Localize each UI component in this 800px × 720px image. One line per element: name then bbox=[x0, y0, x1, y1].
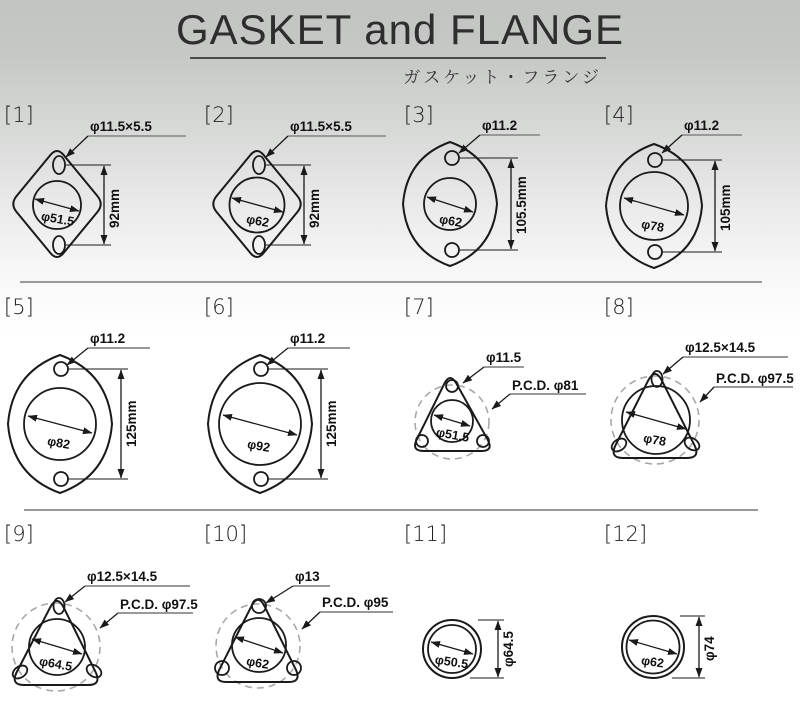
leader-line bbox=[266, 586, 293, 603]
bolt-hole-top bbox=[648, 153, 662, 167]
bolt-hole-top bbox=[445, 151, 459, 165]
item-number: [2] bbox=[204, 103, 234, 127]
bore-diameter-label: φ51.5 bbox=[435, 425, 471, 445]
item-1-panel bbox=[0, 100, 200, 281]
hole-size-label: φ11.2 bbox=[290, 331, 326, 346]
pcd-leader-line bbox=[700, 387, 714, 402]
page-subtitle: ガスケット・フランジ bbox=[403, 68, 602, 87]
pcd-leader-line bbox=[100, 613, 118, 628]
pcd-leader-line bbox=[302, 612, 320, 629]
bore-diameter-label: φ78 bbox=[640, 217, 666, 235]
pcd-circle bbox=[12, 603, 100, 691]
bore-diameter-arrow bbox=[28, 416, 92, 433]
pcd-label: P.C.D. φ97.5 bbox=[120, 597, 198, 612]
bore-diameter-arrow bbox=[629, 640, 677, 654]
item-6-panel bbox=[200, 290, 400, 509]
item-9-panel bbox=[0, 515, 200, 720]
pcd-label: P.C.D. φ81 bbox=[512, 378, 579, 393]
page-title: GASKET and FLANGE bbox=[175, 6, 625, 53]
bore-diameter-arrow bbox=[235, 637, 283, 653]
bore-diameter-arrow bbox=[624, 198, 684, 215]
item-number: [11] bbox=[404, 522, 448, 546]
bolt-slot-top bbox=[253, 156, 265, 174]
bore-diameter-label: φ64.5 bbox=[38, 654, 74, 674]
hole-size-label: φ11.2 bbox=[482, 118, 518, 133]
hole-size-label: φ11.5×5.5 bbox=[90, 119, 152, 134]
bore-diameter-label: φ62 bbox=[438, 212, 464, 230]
bolt-hole-bottom bbox=[54, 472, 68, 486]
span-dimension-label: 92mm bbox=[107, 188, 122, 228]
item-8-panel bbox=[600, 290, 800, 509]
bore-diameter-label: φ82 bbox=[46, 434, 72, 452]
item-number: [3] bbox=[404, 103, 434, 127]
item-number: [6] bbox=[204, 295, 234, 319]
pcd-label: P.C.D. φ95 bbox=[322, 595, 389, 610]
leader-line bbox=[463, 367, 484, 383]
hole-size-label: φ11.5 bbox=[486, 350, 522, 365]
flange-outline bbox=[13, 151, 100, 257]
bore-diameter-arrow bbox=[427, 197, 473, 212]
item-4-panel bbox=[600, 100, 800, 281]
hole-size-label: φ11.2 bbox=[90, 331, 126, 346]
leader-line bbox=[65, 586, 85, 602]
leader-line bbox=[663, 357, 683, 374]
span-dimension-label: 105.5mm bbox=[514, 176, 529, 234]
row-divider-2 bbox=[24, 509, 758, 511]
item-number: [1] bbox=[4, 103, 34, 127]
bore-diameter-label: φ62 bbox=[245, 654, 271, 672]
bolt-hole-bottom bbox=[254, 472, 268, 486]
item-number: [8] bbox=[604, 295, 634, 319]
bolt-hole-bottom bbox=[445, 243, 459, 257]
item-number: [10] bbox=[204, 522, 248, 546]
pcd-label: P.C.D. φ97.5 bbox=[716, 371, 794, 386]
span-dimension-label: 125mm bbox=[124, 400, 139, 447]
leader-line bbox=[66, 136, 88, 157]
bore-diameter-label: φ50.5 bbox=[434, 652, 470, 672]
outer-diameter-label: φ64.5 bbox=[501, 631, 516, 667]
bore-diameter-label: φ62 bbox=[640, 653, 665, 671]
gasket-outer-ring bbox=[423, 620, 481, 678]
bore-diameter-label: φ62 bbox=[245, 212, 271, 230]
span-dimension-label: 125mm bbox=[324, 400, 339, 447]
outer-diameter-label: φ74 bbox=[702, 636, 717, 661]
item-10-panel bbox=[200, 515, 400, 720]
leader-line bbox=[662, 135, 682, 153]
item-11-panel bbox=[400, 515, 600, 720]
item-7-panel bbox=[400, 290, 600, 509]
bore-diameter-label: φ78 bbox=[642, 431, 668, 449]
hole-size-label: φ11.2 bbox=[684, 118, 720, 133]
item-number: [5] bbox=[4, 295, 34, 319]
bolt-hole-top bbox=[254, 362, 268, 376]
bore-diameter-arrow bbox=[232, 198, 283, 212]
item-number: [12] bbox=[604, 522, 648, 546]
span-dimension-label: 92mm bbox=[307, 188, 322, 228]
bolt-slot-bottom bbox=[253, 236, 265, 254]
hole-size-label: φ12.5×14.5 bbox=[87, 569, 158, 584]
row-divider-1 bbox=[20, 281, 762, 283]
bore-diameter-label: φ51.5 bbox=[40, 209, 76, 229]
bolt-hole-right bbox=[477, 435, 489, 447]
bore-diameter-label: φ92 bbox=[246, 437, 272, 455]
bolt-slot-top bbox=[53, 156, 65, 174]
bore-diameter-arrow bbox=[626, 412, 686, 429]
pcd-leader-line bbox=[492, 394, 510, 409]
item-5-panel bbox=[0, 290, 200, 509]
leader-line bbox=[459, 135, 480, 153]
item-12-panel bbox=[600, 515, 800, 720]
bolt-slot-bottom bbox=[53, 236, 65, 254]
bore-diameter-arrow bbox=[434, 415, 470, 426]
pcd-circle bbox=[216, 604, 300, 688]
flange-outline bbox=[213, 151, 300, 257]
item-number: [4] bbox=[604, 103, 634, 127]
bolt-hole-top bbox=[54, 362, 68, 376]
span-dimension-label: 105mm bbox=[718, 184, 733, 231]
hole-size-label: φ12.5×14.5 bbox=[685, 340, 756, 355]
bore-diameter-arrow bbox=[32, 639, 82, 654]
hole-size-label: φ11.5×5.5 bbox=[290, 119, 352, 134]
item-3-panel bbox=[400, 100, 600, 281]
item-number: [9] bbox=[4, 522, 34, 546]
hole-size-label: φ13 bbox=[295, 569, 320, 584]
bolt-hole-left bbox=[416, 435, 428, 447]
item-2-panel bbox=[200, 100, 400, 281]
bore-diameter-arrow bbox=[223, 415, 297, 435]
title-underline bbox=[190, 57, 606, 59]
bolt-hole-bottom bbox=[648, 245, 662, 259]
leader-line bbox=[266, 136, 288, 157]
item-number: [7] bbox=[404, 295, 434, 319]
